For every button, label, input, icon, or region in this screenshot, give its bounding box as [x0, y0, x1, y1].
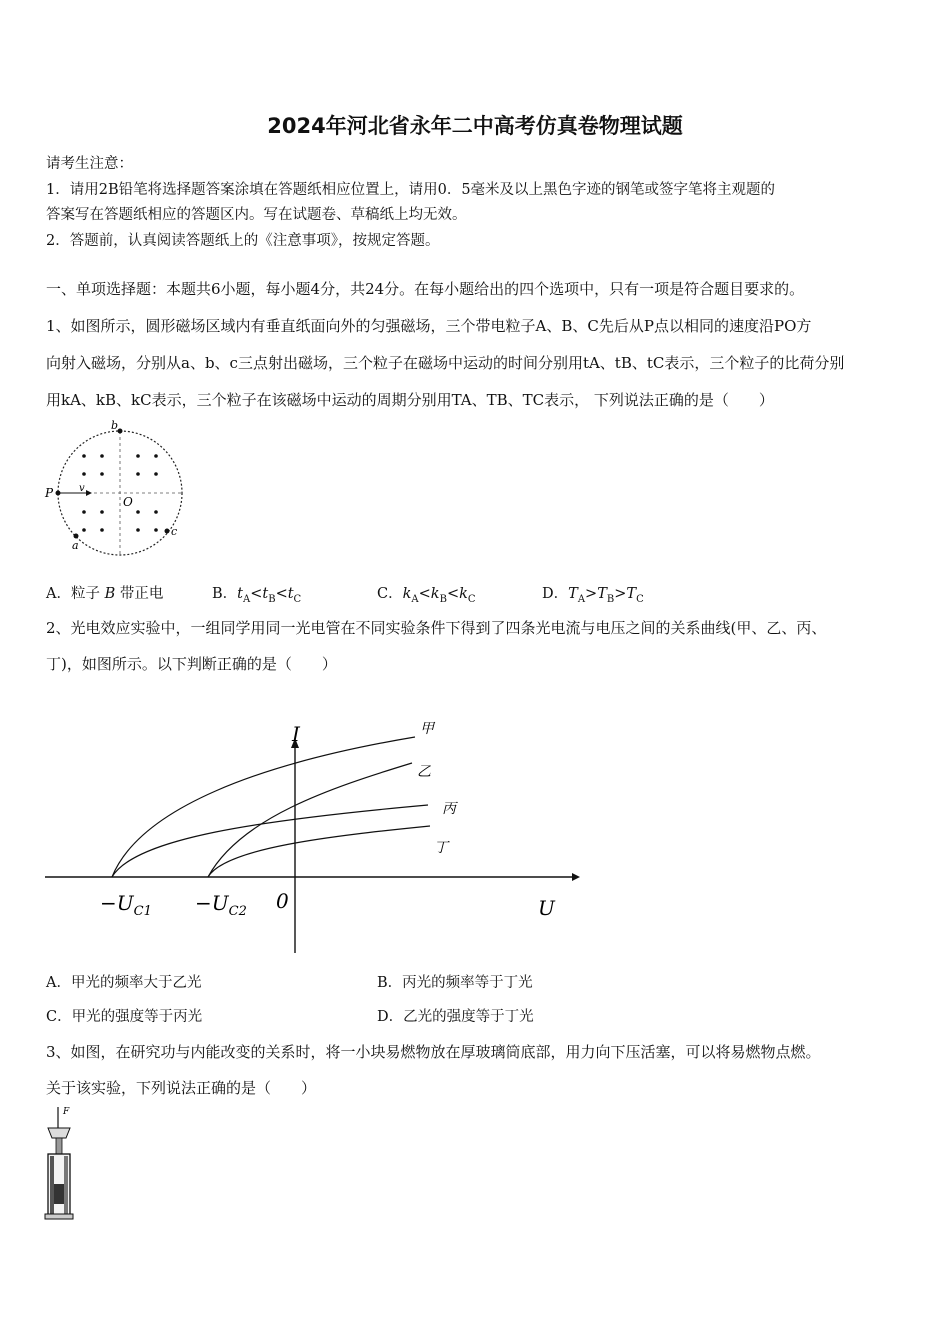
q2-option-a[interactable]: A．甲光的频率大于乙光 — [46, 975, 202, 991]
curve-bing — [112, 805, 428, 877]
point-P — [56, 491, 61, 496]
field-dot — [154, 454, 158, 458]
iu-graph — [40, 708, 585, 958]
curve-ding — [208, 826, 430, 877]
piston-rod — [56, 1138, 62, 1154]
q3-line-2: 关于该实验，下列说法正确的是（ ） — [46, 1079, 317, 1097]
piston-tube-figure — [40, 1104, 80, 1224]
label-P: P — [45, 486, 54, 500]
label-c: c — [171, 525, 178, 538]
label-I: I — [292, 722, 300, 746]
section-heading: 一、单项选择题：本题共6小题，每小题4分，共24分。在每小题给出的四个选项中，只有一项是符合题目要求的。 — [46, 280, 805, 298]
velocity-arrowhead — [86, 490, 92, 496]
notice-item-1a: 1．请用2B铅笔将选择题答案涂填在答题纸相应位置上，请用0．5毫米及以上黑色字迹的钢笔或签字笔将主观题的 — [46, 182, 776, 198]
tube-base — [45, 1214, 73, 1219]
q1-line-3: 用kA、kB、kC表示，三个粒子在该磁场中运动的周期分别用TA、TB、TC表示， 下列说法正确的是（ ） — [46, 391, 774, 409]
label-v: v — [79, 483, 85, 494]
label-F: F — [63, 1107, 70, 1117]
point-a — [74, 534, 79, 539]
tube-wall-left — [50, 1156, 54, 1214]
u-axis-arrowhead — [572, 873, 580, 881]
notice-item-2: 2．答题前，认真阅读答题纸上的《注意事项》，按规定答题。 — [46, 233, 440, 249]
field-dot — [82, 528, 86, 532]
label-a: a — [72, 539, 79, 552]
q3-line-1: 3、如图，在研究功与内能改变的关系时，将一小块易燃物放在厚玻璃筒底部，用力向下压活塞，可以将易燃物点燃。 — [46, 1043, 821, 1061]
field-dot — [136, 472, 140, 476]
label-jia: 甲 — [420, 721, 434, 737]
label-U: U — [538, 896, 555, 920]
combustible-material — [54, 1184, 64, 1204]
curve-jia — [112, 737, 415, 877]
field-dot — [154, 528, 158, 532]
label-origin: 0 — [276, 889, 289, 913]
point-c — [165, 529, 170, 534]
label-yi: 乙 — [417, 764, 431, 780]
magnetic-field-figure — [40, 418, 200, 563]
field-dot — [82, 510, 86, 514]
field-dot — [82, 454, 86, 458]
page-title: 2024年河北省永年二中高考仿真卷物理试题 — [267, 114, 683, 138]
field-dot — [100, 472, 104, 476]
label-O: O — [123, 495, 133, 509]
label-uc1: $-U_{C1}$ — [100, 891, 152, 919]
q1-line-2: 向射入磁场，分别从a、b、c三点射出磁场，三个粒子在磁场中运动的时间分别用tA、tB、tC表示，三个粒子的比荷分别 — [46, 354, 845, 372]
q2-option-d[interactable]: D．乙光的强度等于丁光 — [377, 1009, 534, 1025]
q1-option-c[interactable]: C．$k_A<k_B<k_C$ — [377, 586, 476, 605]
q1-option-b[interactable]: B．$t_A<t_B<t_C$ — [212, 586, 302, 605]
q2-line-2: 丁)，如图所示。以下判断正确的是（ ） — [46, 655, 337, 673]
q1-option-d[interactable]: D．$T_A>T_B>T_C$ — [542, 586, 644, 605]
field-dot — [136, 510, 140, 514]
q1-option-a[interactable]: A．粒子 B 带正电 — [46, 586, 164, 602]
label-bing: 丙 — [442, 801, 456, 817]
field-dot — [136, 528, 140, 532]
label-uc2: $-U_{C2}$ — [195, 891, 247, 919]
piston-handle — [48, 1128, 70, 1138]
field-dot — [82, 472, 86, 476]
field-dot — [136, 454, 140, 458]
q2-option-b[interactable]: B．丙光的频率等于丁光 — [377, 975, 533, 991]
field-dot — [154, 472, 158, 476]
notice-heading: 请考生注意： — [46, 156, 133, 172]
field-dot — [100, 510, 104, 514]
q2-line-1: 2、光电效应实验中，一组同学用同一光电管在不同实验条件下得到了四条光电流与电压之间的关系曲线(甲、乙、丙、 — [46, 619, 827, 637]
field-dot — [100, 528, 104, 532]
label-b: b — [111, 419, 119, 432]
label-ding: 丁 — [434, 840, 448, 856]
q1-line-1: 1、如图所示，圆形磁场区域内有垂直纸面向外的匀强磁场，三个带电粒子A、B、C先后从P点以相同的速度沿PO方 — [46, 317, 812, 335]
curve-yi — [208, 763, 412, 877]
q2-option-c[interactable]: C．甲光的强度等于丙光 — [46, 1009, 203, 1025]
tube-wall-right — [64, 1156, 68, 1214]
point-b — [118, 429, 123, 434]
field-dot — [154, 510, 158, 514]
notice-item-1b: 答案写在答题纸相应的答题区内。写在试题卷、草稿纸上均无效。 — [46, 207, 467, 223]
field-dot — [100, 454, 104, 458]
